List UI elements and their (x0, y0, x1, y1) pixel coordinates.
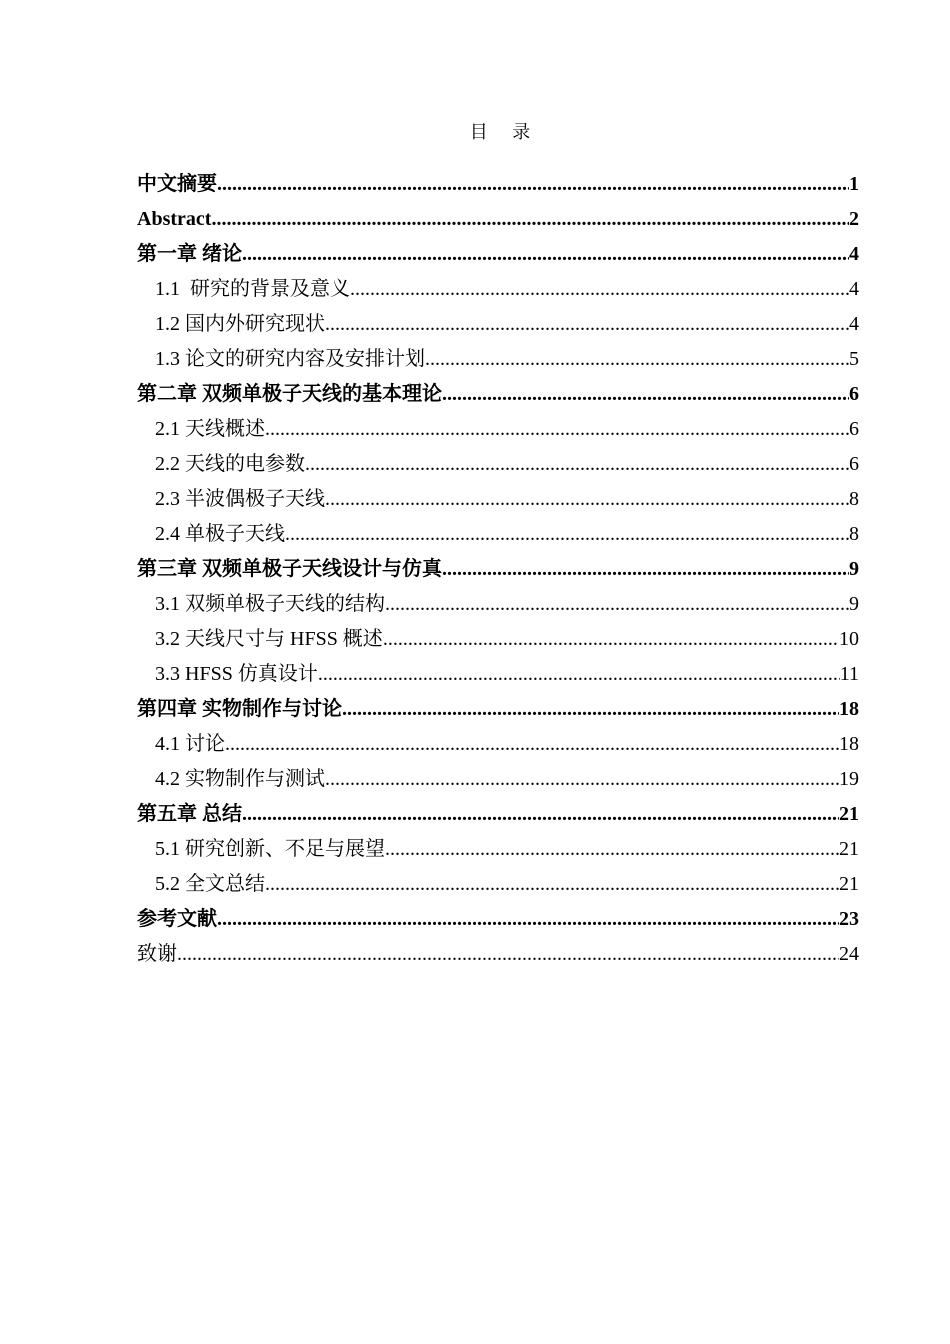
toc-leader-dots (350, 272, 849, 307)
toc-entry[interactable] (137, 727, 859, 762)
toc-entry-label: 4.1 讨论 (155, 733, 225, 755)
toc-entry-label: 参考文献 (137, 908, 217, 930)
toc-leader-dots (217, 902, 839, 937)
toc-entry-page: 9 (849, 593, 859, 615)
toc-leader-dots (442, 377, 849, 412)
toc-entry[interactable] (137, 867, 859, 902)
toc-leader-dots (385, 587, 849, 622)
toc-entry-page: 24 (839, 943, 859, 965)
toc-entry-page: 6 (849, 418, 859, 440)
toc-entry-label: 1.2 国内外研究现状 (155, 313, 325, 335)
toc-entry-label: 3.2 天线尺寸与 HFSS 概述 (155, 628, 383, 650)
toc-entry-label: 2.1 天线概述 (155, 418, 265, 440)
toc-leader-dots (383, 622, 839, 657)
toc-leader-dots (225, 727, 839, 762)
toc-entry-page: 4 (849, 313, 859, 335)
toc-entry-page: 21 (839, 873, 859, 895)
toc-entry[interactable] (137, 587, 859, 622)
toc-entry-page: 11 (839, 663, 859, 685)
toc-leader-dots (342, 692, 839, 727)
toc-entry[interactable] (137, 482, 859, 517)
toc-entry[interactable] (137, 412, 859, 447)
toc-entry[interactable] (137, 517, 859, 552)
toc-entry-page: 9 (849, 558, 859, 580)
toc-leader-dots (242, 237, 849, 272)
toc-leader-dots (242, 797, 839, 832)
toc-entry-label: 致谢 (137, 943, 177, 965)
toc-entry-label: 第四章 实物制作与讨论 (137, 698, 342, 720)
toc-entry[interactable] (137, 272, 859, 307)
toc-entry[interactable] (137, 657, 859, 692)
toc-leader-dots (325, 307, 849, 342)
toc-entry[interactable] (137, 902, 859, 937)
toc-leader-dots (325, 762, 839, 797)
toc-entry-label: 中文摘要 (137, 173, 217, 195)
toc-leader-dots (265, 867, 839, 902)
toc-entry-label: 5.1 研究创新、不足与展望 (155, 838, 385, 860)
toc-entry-page: 4 (849, 243, 859, 265)
toc-entry-page: 8 (849, 523, 859, 545)
toc-entry-page: 8 (849, 488, 859, 510)
toc-entry[interactable] (137, 167, 859, 202)
toc-entry[interactable] (137, 832, 859, 867)
toc-entry-label: Abstract (137, 208, 212, 230)
toc-leader-dots (425, 342, 849, 377)
toc-entry[interactable] (137, 447, 859, 482)
toc-entry-page: 6 (849, 383, 859, 405)
toc-entry[interactable] (137, 762, 859, 797)
toc-entry-label: 第三章 双频单极子天线设计与仿真 (137, 558, 442, 580)
toc-entry-label: 第一章 绪论 (137, 243, 242, 265)
toc-entry-label: 第二章 双频单极子天线的基本理论 (137, 383, 442, 405)
toc-entry[interactable] (137, 797, 859, 832)
toc-leader-dots (325, 482, 849, 517)
toc-entry-page: 4 (849, 278, 859, 300)
toc-entry-page: 1 (849, 173, 859, 195)
toc-entry[interactable] (137, 307, 859, 342)
toc-entry[interactable] (137, 937, 859, 972)
toc-entry[interactable] (137, 692, 859, 727)
toc-entry[interactable] (137, 342, 859, 377)
toc-leader-dots (177, 937, 839, 972)
toc-entry-page: 2 (849, 208, 859, 230)
toc-entry-page: 10 (839, 628, 859, 650)
toc-entry-page: 6 (849, 453, 859, 475)
toc-leader-dots (211, 202, 849, 237)
toc-leader-dots (285, 517, 849, 552)
toc-entry-label: 2.4 单极子天线 (155, 523, 285, 545)
toc-entry[interactable] (137, 202, 859, 237)
toc-entry-page: 19 (839, 768, 859, 790)
toc-entry-label: 3.3 HFSS 仿真设计 (155, 663, 318, 685)
toc-entry-label: 第五章 总结 (137, 803, 242, 825)
toc-entry[interactable] (137, 622, 859, 657)
toc-entry-label: 1.1 研究的背景及意义 (155, 278, 350, 300)
toc-entry-page: 21 (839, 803, 859, 825)
toc-entry-label: 1.3 论文的研究内容及安排计划 (155, 348, 425, 370)
toc-entry-label: 4.2 实物制作与测试 (155, 768, 325, 790)
toc-leader-dots (265, 412, 849, 447)
toc-entry-label: 2.3 半波偶极子天线 (155, 488, 325, 510)
toc-entry[interactable] (137, 552, 859, 587)
toc-entry[interactable] (137, 237, 859, 272)
toc-leader-dots (217, 167, 849, 202)
toc-entry-page: 5 (849, 348, 859, 370)
toc-entry-page: 18 (839, 698, 859, 720)
toc-leader-dots (318, 657, 840, 692)
toc-entry-label: 2.2 天线的电参数 (155, 453, 305, 475)
toc-entry-label: 3.1 双频单极子天线的结构 (155, 593, 385, 615)
toc-entry-label: 5.2 全文总结 (155, 873, 265, 895)
toc-title: 目 录 (469, 122, 541, 142)
toc-entry[interactable] (137, 377, 859, 412)
toc-leader-dots (385, 832, 839, 867)
toc-entry-page: 18 (839, 733, 859, 755)
table-of-contents (137, 167, 859, 972)
toc-entry-page: 21 (839, 838, 859, 860)
toc-entry-page: 23 (839, 908, 859, 930)
toc-leader-dots (442, 552, 849, 587)
toc-leader-dots (305, 447, 849, 482)
